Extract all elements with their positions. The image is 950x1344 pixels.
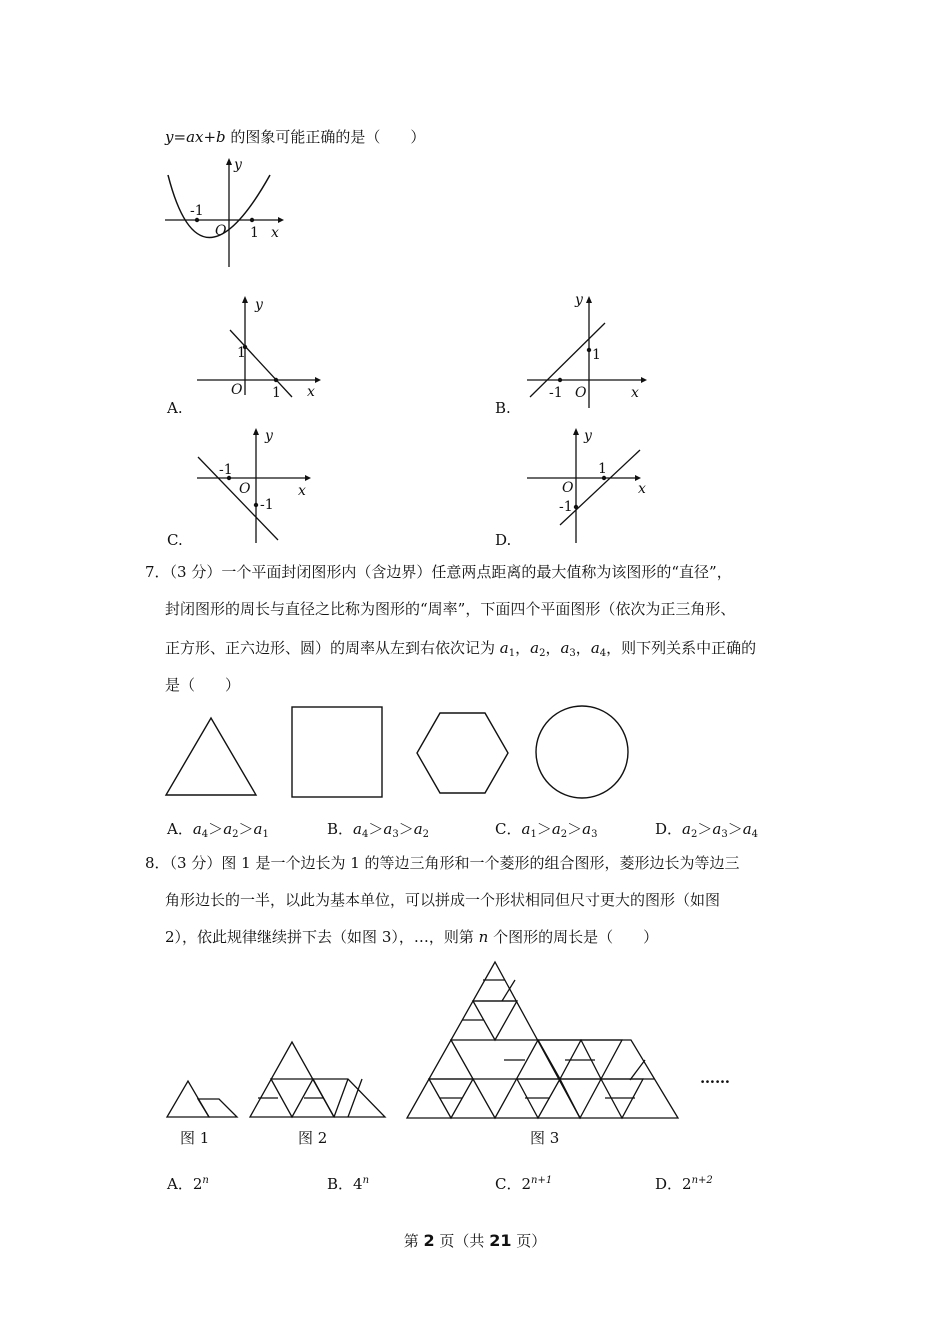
q8-option-b[interactable]: B．4$^n$ xyxy=(327,1175,370,1193)
svg-text:-1: -1 xyxy=(549,385,563,401)
q6-option-b[interactable]: B. xyxy=(495,399,511,417)
svg-text:x: x xyxy=(298,483,306,499)
q6-option-c[interactable]: C. xyxy=(167,531,183,549)
svg-text:O: O xyxy=(575,385,587,401)
q6-option-d-graph xyxy=(525,425,650,545)
svg-text:-1: -1 xyxy=(559,499,573,515)
svg-text:y: y xyxy=(255,297,263,313)
svg-text:-1: -1 xyxy=(260,497,274,513)
svg-text:1: 1 xyxy=(237,345,246,361)
q8-option-c[interactable]: C．$2^{n+1}$ xyxy=(495,1175,553,1193)
parabola-label-origin: O xyxy=(215,223,227,239)
svg-text:1: 1 xyxy=(598,461,607,477)
parabola-label-y: y xyxy=(234,157,242,173)
q7-line3: 正方形、正六边形、圆）的周率从左到右依次记为 $a_1$，$a_2$，$a_3$，$a_4$，则下列关系中正确的 xyxy=(165,639,757,659)
svg-text:y: y xyxy=(265,428,273,444)
svg-text:O: O xyxy=(562,480,574,496)
q6-parabola-figure xyxy=(160,155,290,270)
parabola-label-one: 1 xyxy=(250,225,259,241)
q7-option-c[interactable]: C．$a_1>a_2>a_3$ xyxy=(495,820,598,840)
q8-figure-3 xyxy=(405,960,685,1120)
q8-fig3-label: 图 3 xyxy=(530,1129,560,1147)
svg-text:-1: -1 xyxy=(219,462,233,478)
q7-option-b[interactable]: B．$a_4>a_3>a_2$ xyxy=(327,820,430,840)
equilateral-triangle xyxy=(166,718,256,795)
q8-ellipsis: …… xyxy=(700,1069,730,1087)
q8-line3: 2），依此规律继续拼下去（如图 3），…，则第 n 个图形的周长是（ ） xyxy=(165,928,659,946)
q7-option-d[interactable]: D．$a_2>a_3>a_4$ xyxy=(655,820,759,840)
q6-option-c-graph xyxy=(195,425,320,545)
q6-option-a[interactable]: A. xyxy=(167,399,183,417)
q8-figure-1 xyxy=(165,1075,240,1120)
q8-line1: 8．（3 分）图 1 是一个边长为 1 的等边三角形和一个菱形的组合图形，菱形边长为等边三 xyxy=(145,854,740,872)
svg-text:x: x xyxy=(631,385,639,401)
q8-option-d[interactable]: D．$2^{n+2}$ xyxy=(655,1175,713,1193)
q8-fig1-label: 图 1 xyxy=(180,1129,210,1147)
q8-fig2-label: 图 2 xyxy=(298,1129,328,1147)
q7-shapes-figure xyxy=(160,700,640,805)
page-number: 2 xyxy=(423,1231,435,1250)
q6-option-d[interactable]: D. xyxy=(495,531,512,549)
q7-line2: 封闭图形的周长与直径之比称为图形的“周率”，下面四个平面图形（依次为正三角形、 xyxy=(165,600,736,618)
svg-text:1: 1 xyxy=(272,385,281,401)
circle xyxy=(536,706,628,798)
svg-text:O: O xyxy=(239,481,251,497)
q8-line2: 角形边长的一半，以此为基本单位，可以拼成一个形状相同但尺寸更大的图形（如图 xyxy=(165,891,721,909)
q8-option-a[interactable]: A．2$^n$ xyxy=(167,1175,209,1193)
page-footer: 第 2 页（共 21 页） xyxy=(403,1231,547,1250)
q6-option-b-graph xyxy=(525,293,650,403)
page-total: 21 xyxy=(489,1231,512,1250)
q7-option-a[interactable]: A．$a_4>a_2>a_1$ xyxy=(167,820,269,840)
svg-text:y: y xyxy=(575,292,583,308)
parabola-label-x: x xyxy=(271,225,279,241)
svg-text:1: 1 xyxy=(592,347,601,363)
svg-text:x: x xyxy=(638,481,646,497)
q7-line1: 7．（3 分）一个平面封闭图形内（含边界）任意两点距离的最大值称为该图形的“直径”， xyxy=(145,563,732,581)
q6-stem: y=ax+b 的图象可能正确的是（ ） xyxy=(165,128,426,146)
regular-hexagon xyxy=(417,713,508,793)
square xyxy=(292,707,382,797)
parabola-label-neg1: -1 xyxy=(190,203,204,219)
q8-figure-2 xyxy=(248,1038,388,1120)
q7-line4: 是（ ） xyxy=(165,676,241,694)
svg-text:y: y xyxy=(584,428,592,444)
svg-text:O: O xyxy=(231,382,243,398)
q6-option-a-graph xyxy=(195,295,320,405)
svg-text:x: x xyxy=(307,384,315,400)
